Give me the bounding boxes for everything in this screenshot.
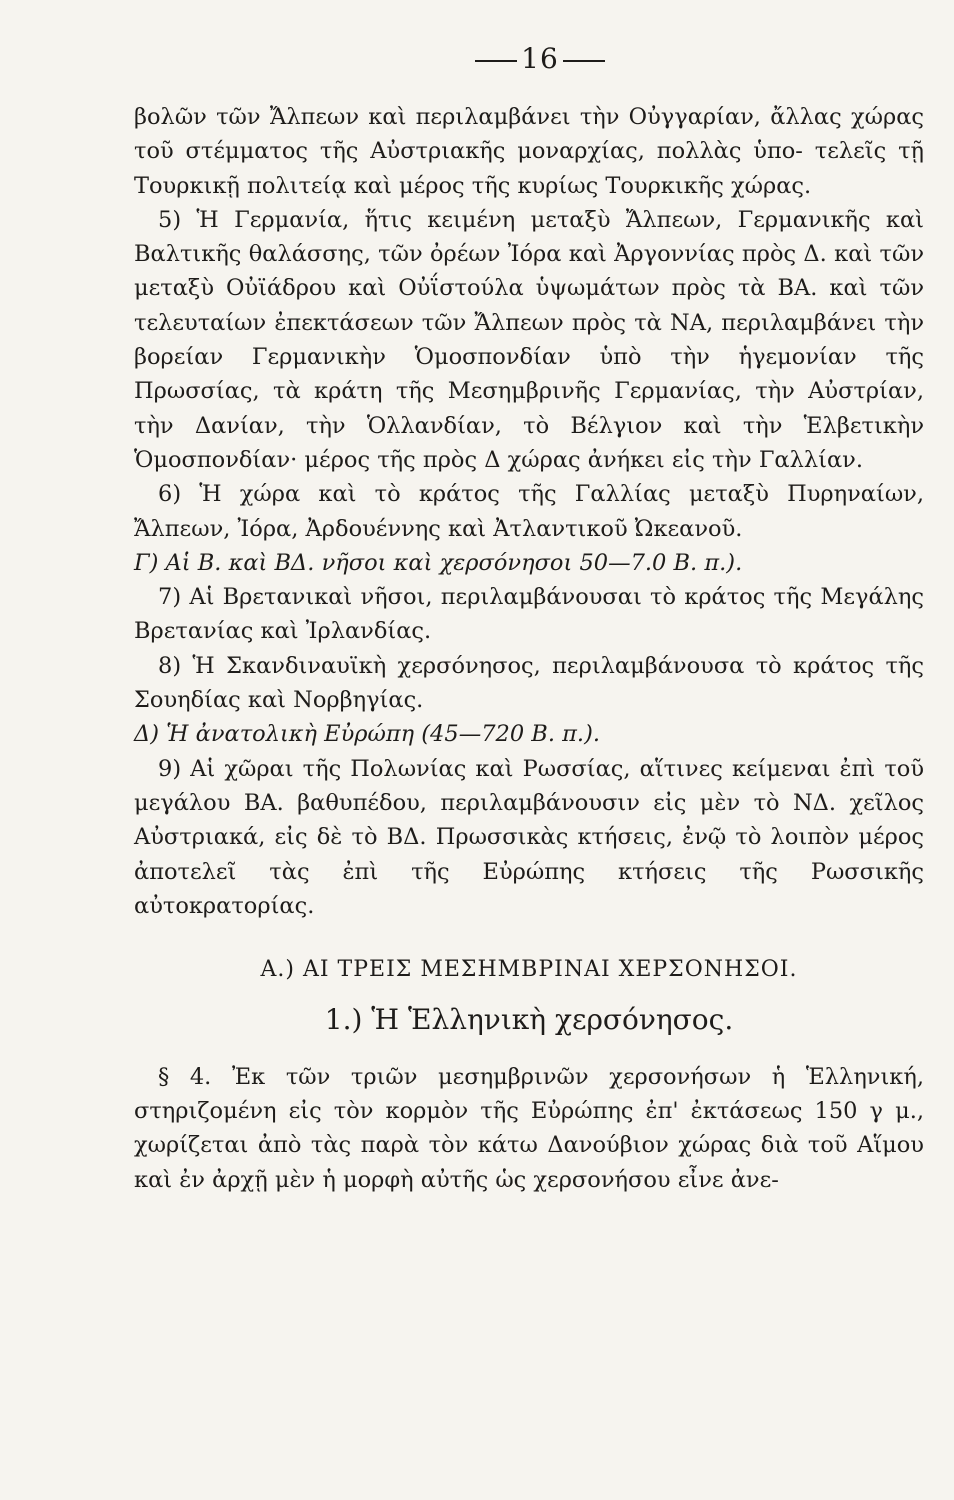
paragraph-9: 9) Αἱ χῶραι τῆς Πολωνίας καὶ Ρωσσίας, αἵτινες κείμεναι ἐπὶ τοῦ μεγάλου ΒΑ. βαθυπέδου, περιλαμβάνουσιν εἰς μὲν τὸ ΝΔ. χεῖλος Αὐστριακά, εἰς δὲ τὸ ΒΔ. Πρωσσικὰς κτήσεις, ἐνῷ τὸ λοιπὸν μέρος ἀποτελεῖ τὰς ἐπὶ τῆς Εὐρώπης κτήσεις τῆς Ρωσσικῆς αὐτοκρατορίας. (134, 755, 924, 919)
paragraph-5: 5) Ἡ Γερμανία, ἥτις κειμένη μεταξὺ Ἄλπεων, Γερμανικῆς καὶ Βαλτικῆς θαλάσσης, τῶν ὀρέων Ἰόρα καὶ Ἀργοννίας πρὸς Δ. καὶ τῶν μεταξὺ Οὐϊάδρου καὶ Οὐΐστούλα ὑψωμάτων πρὸς τὰ ΒΑ. καὶ τῶν τελευταίων ἐπεκτάσεων τῶν Ἄλπεων πρὸς τὰ ΝΑ, περιλαμβάνει τὴν βορείαν Γερμανικὴν Ὁμοσπονδίαν ὑπὸ τὴν ἡγεμονίαν τῆς Πρωσσίας, τὰ κράτη τῆς Μεσημβρινῆς Γερμανίας, τὴν Αὐστρίαν, τὴν Δανίαν, τὴν Ὁλλανδίαν, τὸ Βέλγιον καὶ τὴν Ἑλβετικὴν Ὁμοσπονδίαν· μέρος τῆς πρὸς Δ χώρας ἀνήκει εἰς τὴν Γαλλίαν. (134, 206, 924, 473)
continued-paragraph: βολῶν τῶν Ἄλπεων καὶ περιλαμβάνει τὴν Οὐγγαρίαν, ἄλλας χώρας τοῦ στέμματος τῆς Αὐστριακῆς μοναρχίας, πολλὰς ὑπο- τελεῖς τῇ Τουρκικῇ πολιτείᾳ καὶ μέρος τῆς κυρίως Τουρκικῆς χώρας. (134, 104, 925, 199)
paragraph-section-4: § 4. Ἐκ τῶν τριῶν μεσημβρινῶν χερσονήσων ἡ Ἑλληνική, στηριζομένη εἰς τὸν κορμὸν τῆς Εὐρώπης ἐπ' ἐκτάσεως 150 γ μ., χωρίζεται ἀπὸ τὰς παρὰ τὸν κάτω Δανούβιον χώρας διὰ τοῦ Αἵμου καὶ ἐν ἀρχῇ μὲν ἡ μορφὴ αὐτῆς ὡς χερσονήσου εἶνε ἀνε- (134, 1063, 924, 1193)
paragraph-6: 6) Ἡ χώρα καὶ τὸ κράτος τῆς Γαλλίας μεταξὺ Πυρηναίων, Ἄλπεων, Ἰόρα, Ἀρδουέννης καὶ Ἀτλαντικοῦ Ὠκεανοῦ. (134, 481, 924, 542)
paragraph-7: 7) Αἱ Βρετανικαὶ νῆσοι, περιλαμβάνουσαι τὸ κράτος τῆς Μεγάλης Βρετανίας καὶ Ἰρλανδίας. (134, 584, 924, 645)
paragraph-8: 8) Ἡ Σκανδιναυϊκὴ χερσόνησος, περιλαμβάνουσα τὸ κράτος τῆς Σουηδίας καὶ Νορβηγίας. (134, 652, 924, 714)
page-body (134, 100, 924, 1197)
page-number: 16 (0, 42, 954, 75)
section-d-heading: Δ) Ἡ ἀνατολικὴ Εὐρώπη (45—720 Β. π.). (134, 721, 600, 748)
section-g-heading: Γ) Αἱ Β. καὶ ΒΔ. νῆσοι καὶ χερσόνησοι 50—7.0 Β. π.). (134, 549, 743, 576)
heading-three-peninsulas: Α.) ΑΙ ΤΡΕΙΣ ΜΕΣΗΜΒΡΙΝΑΙ ΧΕΡΣΟΝΗΣΟΙ. (260, 957, 798, 983)
heading-greek-peninsula: 1.) Ἡ Ἑλληνικὴ χερσόνησος. (324, 1003, 734, 1037)
